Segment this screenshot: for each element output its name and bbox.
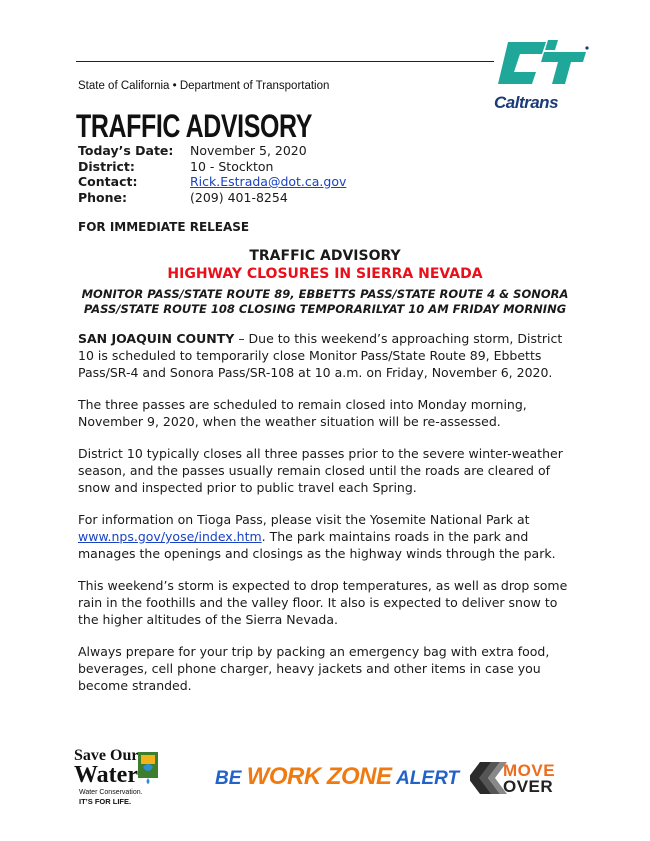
bwza-be: BE xyxy=(215,768,247,789)
move-over-line2: OVER xyxy=(503,777,554,796)
paragraph-1 xyxy=(78,330,578,381)
date-value: November 5, 2020 xyxy=(190,143,307,158)
caltrans-wordmark: Caltrans xyxy=(494,93,559,112)
save-our-water-line2: Water xyxy=(74,762,138,788)
advisory-meta xyxy=(78,143,346,205)
paragraph-4 xyxy=(78,511,578,562)
save-our-water-tagline: Water Conservation. xyxy=(79,789,143,796)
meta-row-contact xyxy=(78,174,346,190)
meta-row-date xyxy=(78,143,346,159)
headline-kicker: TRAFFIC ADVISORY xyxy=(249,248,401,264)
save-our-water-tagline2: IT’S FOR LIFE. xyxy=(79,797,132,806)
bwza-alert: ALERT xyxy=(391,768,460,789)
contact-email-link[interactable]: Rick.Estrada@dot.ca.gov xyxy=(190,174,347,189)
district-value: 10 - Stockton xyxy=(190,158,274,174)
phone-label: Phone: xyxy=(78,189,128,205)
paragraph-1-text: – Due to this weekend’s approaching storm, District 10 is scheduled to temporarily close Monitor Pass/State Route 89, Ebbetts Pass/SR-4 and Sonora Pass/SR-108 at 10 a.m. on Friday, November 6, 2020. xyxy=(78,331,563,380)
meta-row-phone xyxy=(78,190,346,206)
date-label: Today’s Date: xyxy=(78,143,174,158)
paragraph-4-after: . The park maintains roads in the park and manages the openings and closings as the highway winds through the park. xyxy=(78,529,556,561)
save-our-water-line1: Save Our xyxy=(74,747,139,764)
paragraph-6: Always prepare for your trip by packing an emergency bag with extra food, beverages, cell phone charger, heavy jackets and other items in case you become stranded. xyxy=(78,644,550,693)
bwza-work-zone: WORK ZONE xyxy=(246,763,392,790)
headline-subtitle xyxy=(40,287,610,316)
meta-row-district xyxy=(78,159,346,175)
headline-subtitle-line1: MONITOR PASS/STATE ROUTE 89, EBBETTS PASS/STATE ROUTE 4 & SONORA xyxy=(81,287,569,301)
nps-link[interactable]: www.nps.gov/yose/index.htm xyxy=(78,529,262,544)
headline-title: HIGHWAY CLOSURES IN SIERRA NEVADA xyxy=(167,266,483,282)
headline-subtitle-line2: PASS/STATE ROUTE 108 CLOSING TEMPORARILYAT 10 AM FRIDAY MORNING xyxy=(83,301,567,316)
contact-label: Contact: xyxy=(78,174,138,189)
district-label: District: xyxy=(78,158,135,174)
agency-line: State of California • Department of Transportation xyxy=(78,80,330,92)
move-over-line1: MOVE xyxy=(503,761,556,780)
paragraph-4-before: For information on Tioga Pass, please visit the Yosemite National Park at xyxy=(78,512,530,527)
paragraph-5: This weekend’s storm is expected to drop temperatures, as well as drop some rain in the foothills and the valley floor. It also is expected to deliver snow to the higher altitudes of the Sierra Nevada. xyxy=(78,578,568,627)
header-rule xyxy=(76,61,494,62)
phone-value: (209) 401-8254 xyxy=(190,189,288,205)
dateline: SAN JOAQUIN COUNTY xyxy=(78,331,235,346)
paragraph-2: The three passes are scheduled to remain closed into Monday morning, November 9, 2020, when the weather situation will be re-assessed. xyxy=(78,397,527,429)
page-title: TRAFFIC ADVISORY xyxy=(76,108,312,144)
release-notice: FOR IMMEDIATE RELEASE xyxy=(78,220,250,234)
save-our-water-badge-icon xyxy=(137,751,159,785)
be-work-zone-alert-logo xyxy=(215,763,459,791)
paragraph-3: District 10 typically closes all three passes prior to the severe winter-weather season, and the passes usually remain closed until the roads are cleared of snow and inspected prior to public travel each Spring. xyxy=(78,446,563,495)
